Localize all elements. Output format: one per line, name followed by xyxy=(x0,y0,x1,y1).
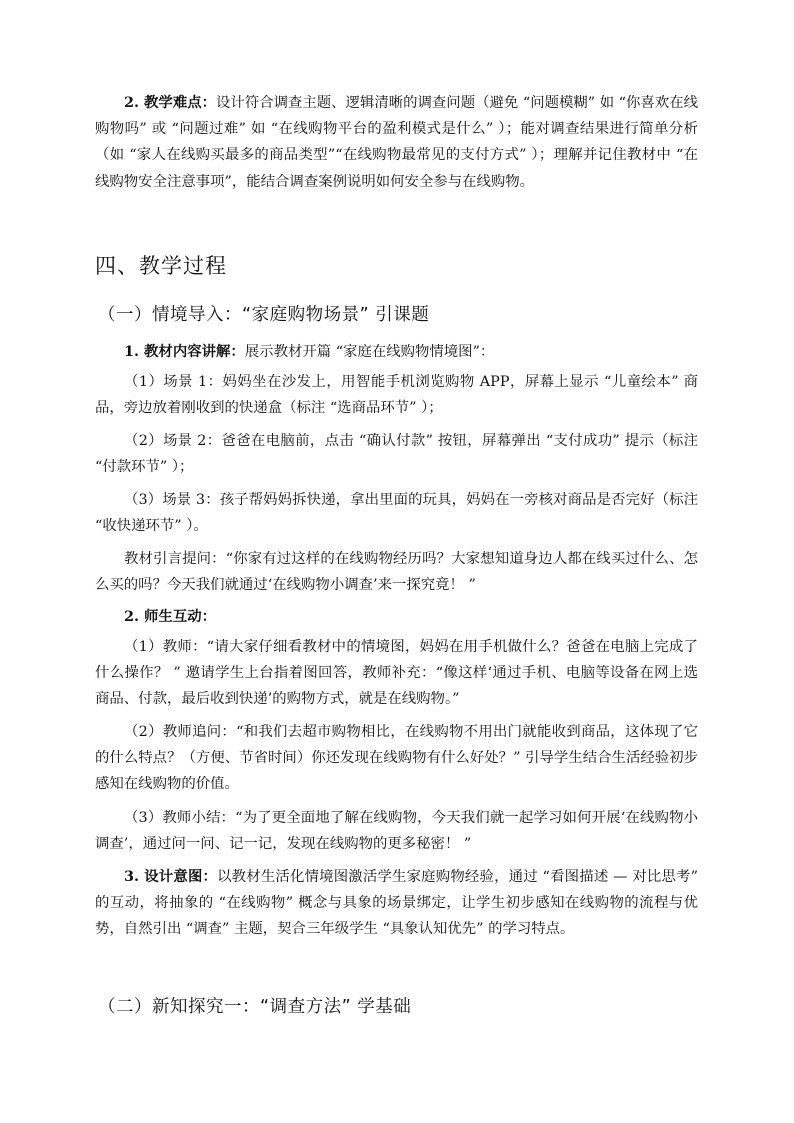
paragraph-scene-1: （1）场景 1：妈妈坐在沙发上，用智能手机浏览购物 APP，屏幕上显示 “儿童绘本” 商品，旁边放着刚收到的快递盒（标注 “选商品环节” ）； xyxy=(95,374,698,417)
paragraph-text: 设计符合调查主题、逻辑清晰的调查问题（避免 “问题模糊” 如 “你喜欢在线购物吗” 或 “问题过难” 如 “在线购物平台的盈利模式是什么” ）；能对调查结果进行简单分析（如 “家人在线购买最多的商品类型”“在线购物最常见的支付方式” ）；理解并记住教材中 “在线购物安全注意事项”，能结合调查案例说明如何安全参与在线购物。 xyxy=(95,95,699,190)
paragraph-label: 2. 师生互动： xyxy=(124,608,216,625)
paragraph-scene-2: （2）场景 2：爸爸在电脑前，点击 “确认付款” 按钮，屏幕弹出 “支付成功” 提示（标注 “付款环节” ）； xyxy=(95,433,698,476)
paragraph-teaching-difficulty xyxy=(95,90,698,195)
section-heading-teaching-process: 四、教学过程 xyxy=(95,254,227,278)
paragraph-label: 2. 教学难点： xyxy=(124,94,217,111)
paragraph-teacher-student-interaction xyxy=(95,604,698,630)
paragraph-design-intent xyxy=(95,864,698,943)
paragraph-interaction-2: （2）教师追问：“和我们去超市购物相比，在线购物不用出门就能收到商品，这体现了它的什么特点？（方便、节省时间）你还发现在线购物有什么好处？” 引导学生结合生活经验初步感知在线购物的价值。 xyxy=(95,724,698,793)
subsection-heading-survey-method: （二）新知探究一：“调查方法” 学基础 xyxy=(98,997,412,1017)
paragraph-interaction-3: （3）教师小结：“为了更全面地了解在线购物，今天我们就一起学习如何开展‘在线购物小调查’，通过问一问、记一记，发现在线购物的更多秘密！ ” xyxy=(95,810,698,853)
paragraph-textbook-explanation xyxy=(95,339,698,365)
paragraph-label: 3. 设计意图： xyxy=(124,868,218,885)
paragraph-scene-3: （3）场景 3：孩子帮妈妈拆快递，拿出里面的玩具，妈妈在一旁核对商品是否完好（标注 “收快递环节” ）。 xyxy=(95,492,698,535)
paragraph-text: 以教材生活化情境图激活学生家庭购物经验，通过 “看图描述 — 对比思考” 的互动，将抽象的 “在线购物” 概念与具象的场景绑定，让学生初步感知在线购物的流程与优势，自然引出 “调查” 主题，契合三年级学生 “具象认知优先” 的学习特点。 xyxy=(95,869,698,938)
subsection-heading-scene-intro: （一）情境导入：“家庭购物场景” 引课题 xyxy=(98,305,430,325)
paragraph-text: 展示教材开篇 “家庭在线购物情境图”： xyxy=(244,344,495,360)
paragraph-label: 1. 教材内容讲解： xyxy=(124,343,245,360)
paragraph-interaction-1: （1）教师：“请大家仔细看教材中的情境图，妈妈在用手机做什么？爸爸在电脑上完成了什么操作？ ” 邀请学生上台指着图回答，教师补充：“像这样‘通过手机、电脑等设备在网上选商品、付款，最后收到快递’的购物方式，就是在线购物。” xyxy=(95,639,698,708)
paragraph-textbook-question: 教材引言提问：“你家有过这样的在线购物经历吗？大家想知道身边人都在线买过什么、怎么买的吗？今天我们就通过‘在线购物小调查’来一探究竟！ ” xyxy=(95,551,698,594)
